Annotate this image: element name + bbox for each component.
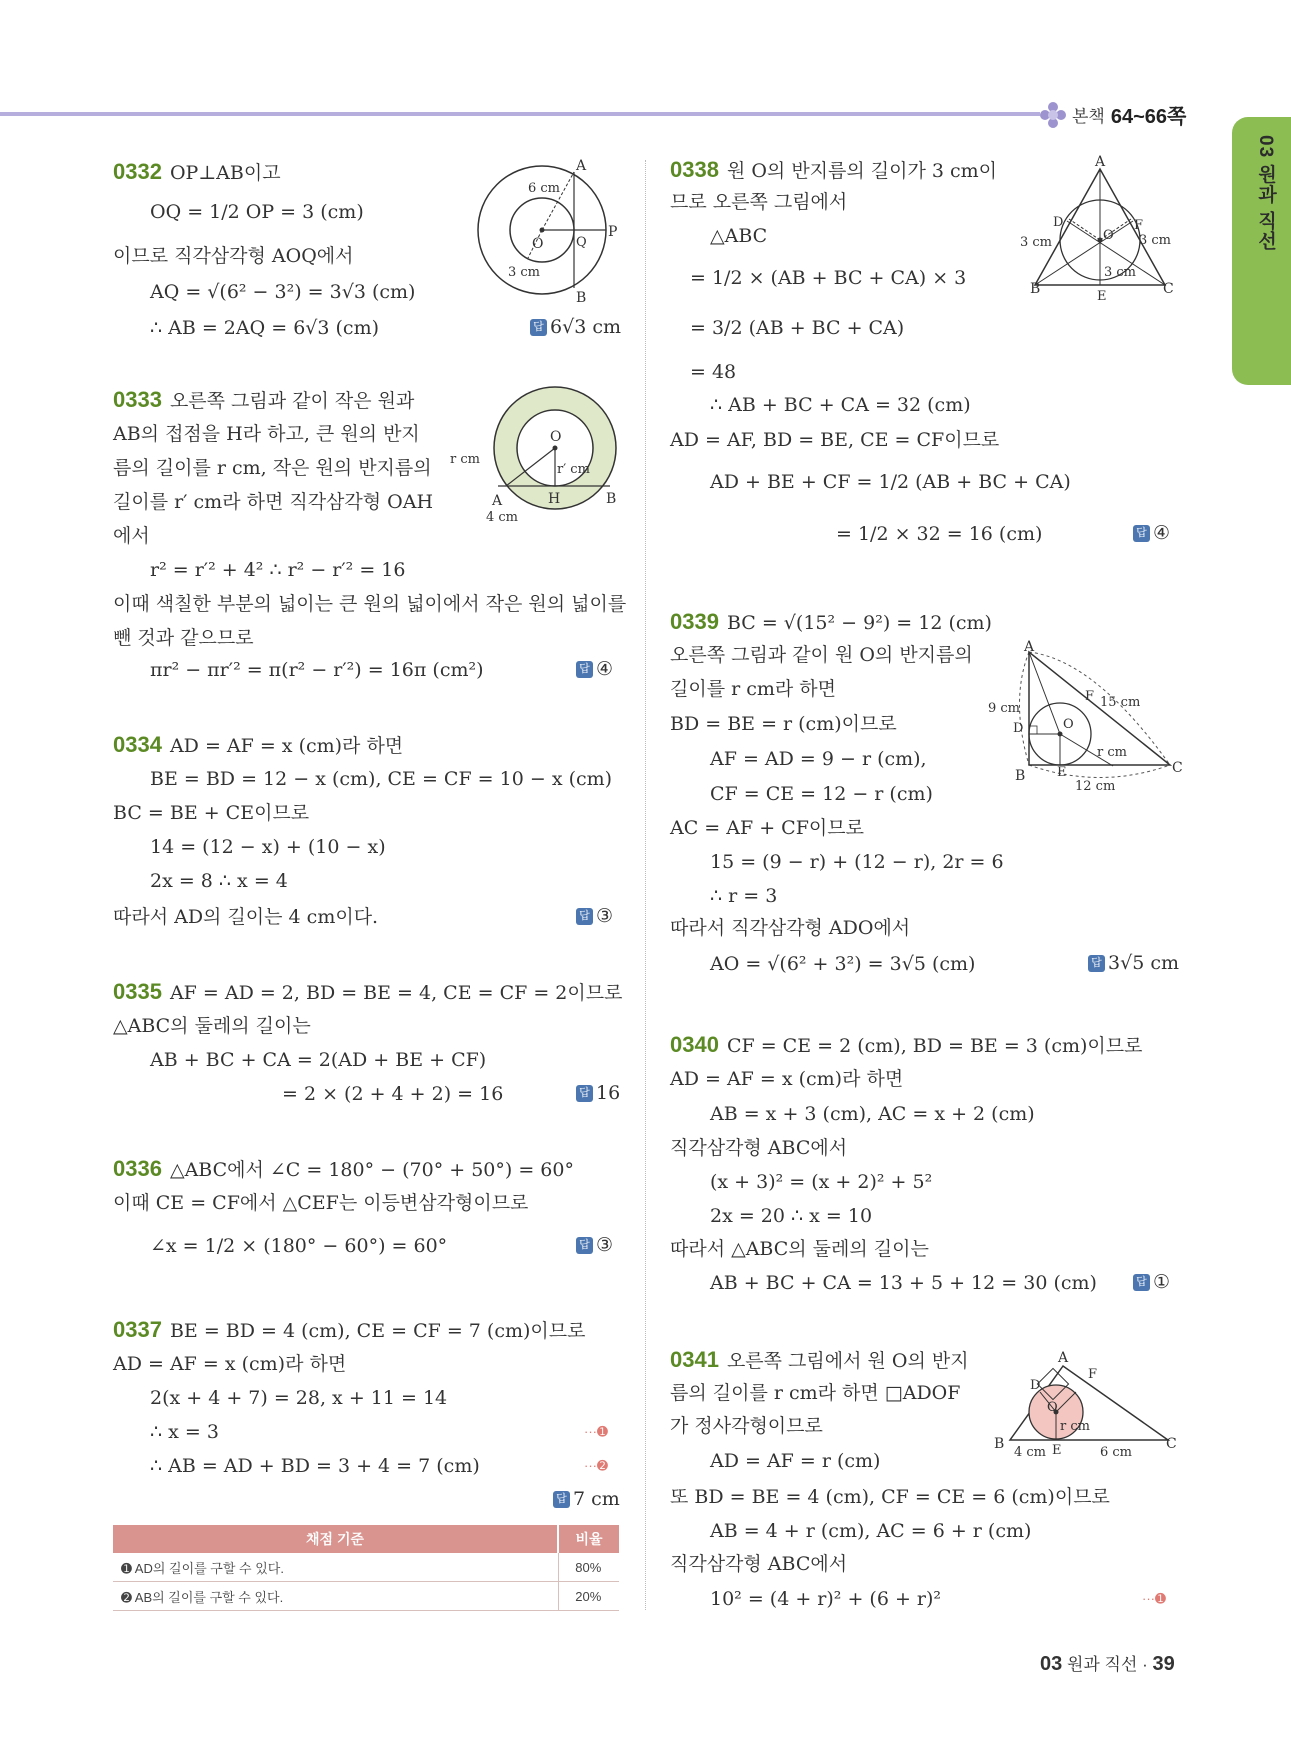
svg-text:C: C xyxy=(1163,281,1174,297)
problem-number: 0334 xyxy=(113,732,162,757)
p0332-line-0: 0332 OP⊥AB이고 xyxy=(113,159,281,184)
p0341-step-mark-1: ···➊ xyxy=(1142,1591,1166,1606)
p0338-line-6: ∴ AB + BC + CA = 32 (cm) xyxy=(710,394,971,416)
p0334-line-1: BE = BD = 12 − x (cm), CE = CF = 10 − x (cm) xyxy=(150,768,613,790)
svg-text:r′ cm: r′ cm xyxy=(557,462,590,477)
problem-number: 0338 xyxy=(670,157,719,182)
p0341-line-7: 10² = (4 + r)² + (6 + r)² xyxy=(710,1588,942,1610)
table-header: 비율 xyxy=(558,1525,619,1553)
p0341-line-2: 가 정사각형이므로 xyxy=(670,1415,823,1437)
footer-chapter-name: 원과 직선 xyxy=(1066,1655,1138,1674)
p0341-figure xyxy=(990,1348,1180,1468)
problem-number: 0332 xyxy=(113,159,162,184)
answer-icon: 답 xyxy=(1133,525,1150,542)
svg-text:C: C xyxy=(1166,1436,1177,1452)
answer-icon: 답 xyxy=(553,1491,570,1508)
p0339-line-9: 따라서 직각삼각형 ADO에서 xyxy=(670,917,911,939)
svg-text:B: B xyxy=(606,491,617,507)
p0341-line-1: 름의 길이를 r cm라 하면 □ADOF xyxy=(670,1382,961,1404)
p0339-line-8: ∴ r = 3 xyxy=(710,885,778,907)
p0336-line-0: 0336 △ABC에서 ∠C = 180° − (70° + 50°) = 60° xyxy=(113,1156,574,1181)
p0333-line-2: 름의 길이를 r cm, 작은 원의 반지름의 xyxy=(113,457,432,479)
svg-text:A: A xyxy=(492,493,503,509)
p0338-line-0: 0338 원 O의 반지름의 길이가 3 cm이 xyxy=(670,157,998,182)
ref-pages: 64~66쪽 xyxy=(1110,106,1187,128)
p0340-line-6: 따라서 △ABC의 둘레의 길이는 xyxy=(670,1238,929,1260)
p0335-line-2: AB + BC + CA = 2(AD + BE + CF) xyxy=(150,1049,487,1071)
problem-number: 0335 xyxy=(113,979,162,1004)
svg-text:F: F xyxy=(1134,218,1144,233)
p0340-answer: 답 ① xyxy=(1133,1271,1170,1293)
problem-number: 0341 xyxy=(670,1347,719,1372)
p0338-line-7: AD = AF, BD = BE, CE = CF이므로 xyxy=(670,429,1000,451)
p0338-answer: 답 ④ xyxy=(1133,522,1170,544)
svg-text:3 cm: 3 cm xyxy=(1020,235,1053,250)
p0335-line-0: 0335 AF = AD = 2, BD = BE = 4, CE = CF = 2이므로 xyxy=(113,979,623,1004)
p0339-line-1: 오른쪽 그림과 같이 원 O의 반지름의 xyxy=(670,644,973,666)
footer-dot: · xyxy=(1142,1655,1148,1674)
p0333-answer: 답 ④ xyxy=(576,658,613,680)
table-header: 채점 기준 xyxy=(113,1525,558,1553)
svg-text:3 cm: 3 cm xyxy=(1139,233,1172,248)
svg-text:9 cm: 9 cm xyxy=(988,701,1021,716)
svg-text:P: P xyxy=(608,224,618,240)
svg-text:4 cm: 4 cm xyxy=(486,510,519,525)
column-divider xyxy=(645,160,646,1610)
p0339-line-0: 0339 BC = √(15² − 9²) = 12 (cm) xyxy=(670,609,992,634)
svg-text:D: D xyxy=(1030,1378,1041,1393)
p0336-line-1: 이때 CE = CF에서 △CEF는 이등변삼각형이므로 xyxy=(113,1192,529,1214)
p0338-line-8: AD + BE + CF = 1/2 (AB + BC + CA) xyxy=(710,471,1071,493)
p0337-line-2: 2(x + 4 + 7) = 28, x + 11 = 14 xyxy=(150,1387,448,1409)
answer-icon: 답 xyxy=(530,319,547,336)
svg-text:F: F xyxy=(1085,689,1095,704)
p0338-line-9: = 1/2 × 32 = 16 (cm) xyxy=(836,523,1043,545)
svg-text:A: A xyxy=(1058,1350,1069,1366)
p0335-line-3: = 2 × (2 + 4 + 2) = 16 xyxy=(282,1083,504,1105)
page-number: 39 xyxy=(1152,1653,1175,1675)
p0341-line-5: AB = 4 + r (cm), AC = 6 + r (cm) xyxy=(710,1520,1032,1542)
svg-text:H: H xyxy=(548,491,561,507)
svg-text:3 cm: 3 cm xyxy=(508,265,541,280)
svg-text:15 cm: 15 cm xyxy=(1100,695,1141,710)
svg-text:E: E xyxy=(1052,1443,1062,1458)
svg-text:O: O xyxy=(1063,717,1074,732)
answer-icon: 답 xyxy=(576,661,593,678)
p0332-line-3: AQ = √(6² − 3²) = 3√3 (cm) xyxy=(150,281,416,303)
svg-text:E: E xyxy=(1057,765,1067,780)
p0339-line-3: BD = BE = r (cm)이므로 xyxy=(670,713,897,735)
p0340-line-5: 2x = 20 ∴ x = 10 xyxy=(710,1205,873,1227)
p0339-line-7: 15 = (9 − r) + (12 − r), 2r = 6 xyxy=(710,851,1004,873)
p0340-line-2: AB = x + 3 (cm), AC = x + 2 (cm) xyxy=(710,1103,1035,1125)
p0333-line-0: 0333 오른쪽 그림과 같이 작은 원과 xyxy=(113,387,415,412)
page-reference xyxy=(1040,100,1186,129)
p0333-line-7: 뺀 것과 같으므로 xyxy=(113,627,254,649)
p0338-line-5: = 48 xyxy=(690,361,737,383)
svg-text:O: O xyxy=(1047,1400,1058,1415)
p0339-answer: 답 3√5 cm xyxy=(1088,952,1179,974)
p0339-line-4: AF = AD = 9 − r (cm), xyxy=(710,748,927,770)
svg-text:D: D xyxy=(1013,721,1024,736)
scoring-table xyxy=(113,1525,619,1611)
p0340-line-0: 0340 CF = CE = 2 (cm), BD = BE = 3 (cm)이므로 xyxy=(670,1032,1143,1057)
flower-icon xyxy=(1040,102,1066,128)
svg-text:Q: Q xyxy=(576,235,587,250)
p0335-line-1: △ABC의 둘레의 길이는 xyxy=(113,1015,311,1037)
table-row: ➋ AB의 길이를 구할 수 있다. 20% xyxy=(113,1582,619,1611)
p0337-line-4: ∴ AB = AD + BD = 3 + 4 = 7 (cm) xyxy=(150,1455,480,1477)
svg-text:A: A xyxy=(576,158,587,174)
svg-text:O: O xyxy=(1103,228,1114,243)
problem-number: 0336 xyxy=(113,1156,162,1181)
p0333-line-3: 길이를 r′ cm라 하면 직각삼각형 OAH xyxy=(113,491,434,513)
p0333-figure xyxy=(450,385,630,525)
p0337-answer: 답 7 cm xyxy=(553,1488,620,1510)
svg-text:F: F xyxy=(1088,1367,1098,1382)
p0333-line-8: πr² − πr′² = π(r² − r′²) = 16π (cm²) xyxy=(150,659,484,681)
p0339-line-10: AO = √(6² + 3²) = 3√5 (cm) xyxy=(710,953,976,975)
answer-icon: 답 xyxy=(576,1085,593,1102)
p0334-answer: 답 ③ xyxy=(576,905,613,927)
svg-text:6 cm: 6 cm xyxy=(528,181,561,196)
p0337-line-0: 0337 BE = BD = 4 (cm), CE = CF = 7 (cm)이므로 xyxy=(113,1317,586,1342)
p0338-line-3: = 1/2 × (AB + BC + CA) × 3 xyxy=(690,267,967,289)
chapter-tab xyxy=(1232,117,1291,385)
chapter-tab-label: 03 원과 직선 xyxy=(1255,135,1276,251)
p0338-figure xyxy=(1015,155,1175,300)
page-footer xyxy=(1040,1650,1175,1676)
p0338-line-2: △ABC xyxy=(710,225,768,247)
svg-text:6 cm: 6 cm xyxy=(1100,1445,1133,1460)
p0338-line-1: 므로 오른쪽 그림에서 xyxy=(670,191,848,213)
svg-text:E: E xyxy=(1097,289,1107,300)
p0337-line-3: ∴ x = 3 xyxy=(150,1421,219,1443)
svg-text:B: B xyxy=(576,290,587,306)
svg-text:A: A xyxy=(1024,640,1035,655)
answer-icon: 답 xyxy=(576,1237,593,1254)
p0332-line-4: ∴ AB = 2AQ = 6√3 (cm) xyxy=(150,317,380,339)
p0341-line-4: 또 BD = BE = 4 (cm), CF = CE = 6 (cm)이므로 xyxy=(670,1486,1110,1508)
p0337-step-mark-2: ···➋ xyxy=(584,1458,608,1473)
p0340-line-7: AB + BC + CA = 13 + 5 + 12 = 30 (cm) xyxy=(710,1272,1097,1294)
svg-text:r cm: r cm xyxy=(450,452,480,467)
p0332-line-1: OQ = 1/2 OP = 3 (cm) xyxy=(150,201,364,223)
p0332-figure xyxy=(470,158,620,308)
svg-text:O: O xyxy=(532,236,544,252)
svg-text:B: B xyxy=(1015,768,1026,784)
p0334-line-4: 2x = 8 ∴ x = 4 xyxy=(150,870,288,892)
p0333-line-6: 이때 색칠한 부분의 넓이는 큰 원의 넓이에서 작은 원의 넓이를 xyxy=(113,593,627,615)
answer-icon: 답 xyxy=(1088,955,1105,972)
svg-text:12 cm: 12 cm xyxy=(1075,779,1116,794)
p0337-line-1: AD = AF = x (cm)라 하면 xyxy=(113,1353,347,1375)
p0332-answer: 답 6√3 cm xyxy=(530,316,621,338)
p0340-line-3: 직각삼각형 ABC에서 xyxy=(670,1137,848,1159)
p0336-answer: 답 ③ xyxy=(576,1234,613,1256)
p0333-line-5: r² = r′² + 4² ∴ r² − r′² = 16 xyxy=(150,559,406,581)
svg-text:A: A xyxy=(1095,155,1106,170)
svg-text:O: O xyxy=(550,429,562,445)
svg-text:r cm: r cm xyxy=(1060,1419,1090,1434)
p0335-answer: 답 16 xyxy=(576,1082,620,1104)
problem-number: 0339 xyxy=(670,609,719,634)
p0338-line-4: = 3/2 (AB + BC + CA) xyxy=(690,317,905,339)
p0334-line-5: 따라서 AD의 길이는 4 cm이다. xyxy=(113,906,379,928)
answer-icon: 답 xyxy=(1133,1274,1150,1291)
p0333-line-1: AB의 접점을 H라 하고, 큰 원의 반지 xyxy=(113,423,420,445)
p0337-step-mark-1: ···➊ xyxy=(584,1424,608,1439)
p0339-line-2: 길이를 r cm라 하면 xyxy=(670,678,836,700)
problem-number: 0337 xyxy=(113,1317,162,1342)
svg-text:B: B xyxy=(1030,281,1041,297)
svg-text:4 cm: 4 cm xyxy=(1014,1445,1047,1460)
p0341-line-6: 직각삼각형 ABC에서 xyxy=(670,1553,848,1575)
problem-number: 0340 xyxy=(670,1032,719,1057)
header-rule xyxy=(0,112,1040,116)
p0332-line-2: 이므로 직각삼각형 AOQ에서 xyxy=(113,245,354,267)
p0339-line-5: CF = CE = 12 − r (cm) xyxy=(710,783,933,805)
p0334-line-3: 14 = (12 − x) + (10 − x) xyxy=(150,836,386,858)
problem-number: 0333 xyxy=(113,387,162,412)
svg-text:r cm: r cm xyxy=(1097,745,1127,760)
footer-chapter: 03 xyxy=(1040,1653,1063,1675)
p0341-line-3: AD = AF = r (cm) xyxy=(710,1450,881,1472)
p0334-line-2: BC = BE + CE이므로 xyxy=(113,802,310,824)
p0339-figure xyxy=(985,640,1185,795)
p0334-line-0: 0334 AD = AF = x (cm)라 하면 xyxy=(113,732,404,757)
svg-text:3 cm: 3 cm xyxy=(1104,265,1137,280)
svg-text:D: D xyxy=(1053,215,1064,230)
p0340-line-4: (x + 3)² = (x + 2)² + 5² xyxy=(710,1171,933,1193)
p0333-line-4: 에서 xyxy=(113,525,150,547)
ref-label: 본책 xyxy=(1072,107,1105,126)
p0336-line-2: ∠x = 1/2 × (180° − 60°) = 60° xyxy=(150,1235,448,1257)
svg-text:C: C xyxy=(1172,760,1183,776)
svg-text:B: B xyxy=(994,1436,1005,1452)
answer-icon: 답 xyxy=(576,908,593,925)
table-row: ➊ AD의 길이를 구할 수 있다. 80% xyxy=(113,1553,619,1582)
p0340-line-1: AD = AF = x (cm)라 하면 xyxy=(670,1068,904,1090)
p0339-line-6: AC = AF + CF이므로 xyxy=(670,817,864,839)
p0341-line-0: 0341 오른쪽 그림에서 원 O의 반지 xyxy=(670,1347,969,1372)
